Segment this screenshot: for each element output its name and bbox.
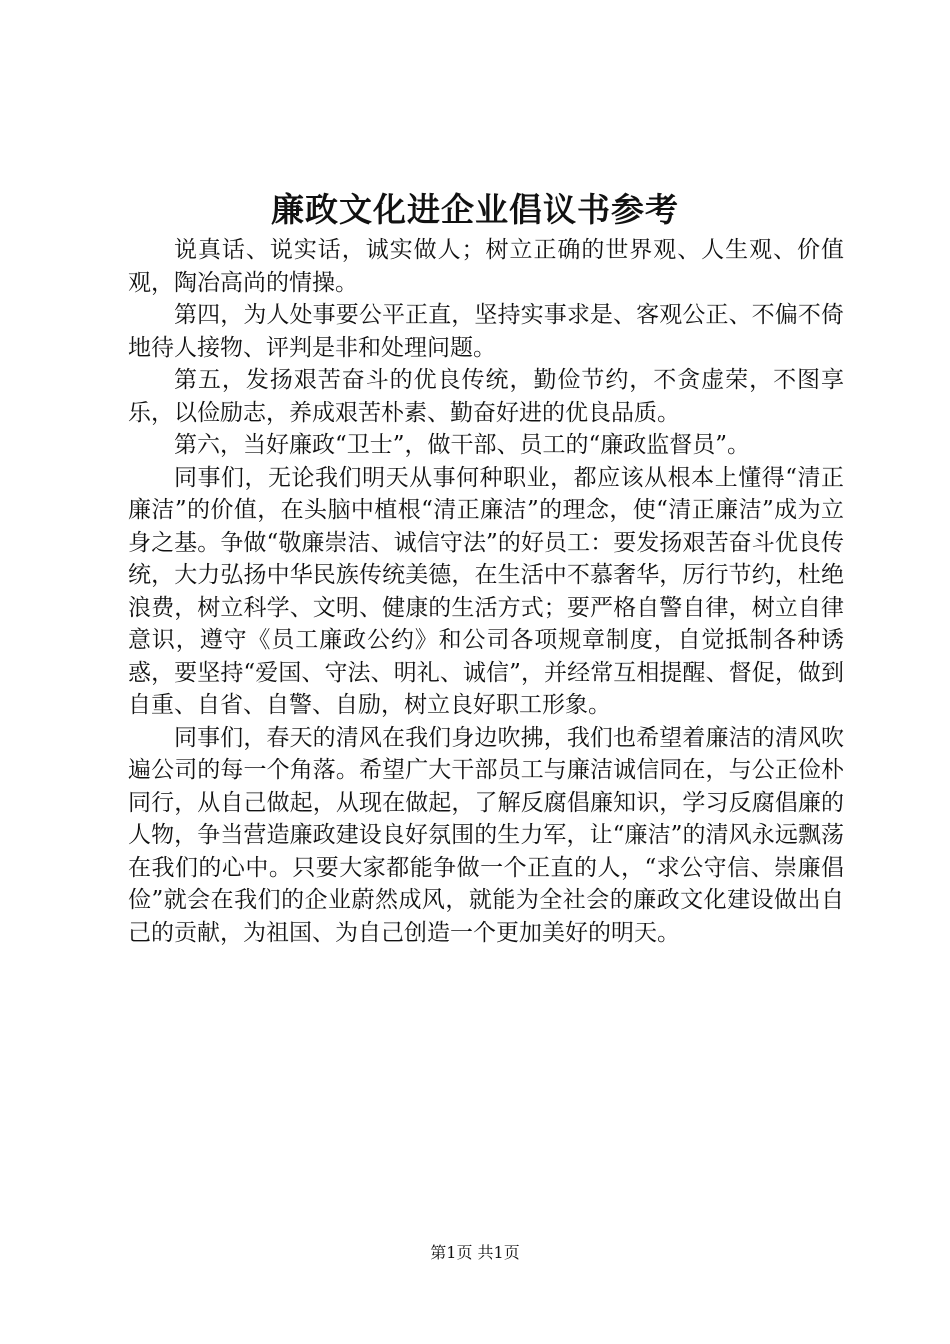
paragraph: 同事们，春天的清风在我们身边吹拂，我们也希望着廉洁的清风吹遍公司的每一个角落。希望广大干部员工与廉洁诚信同在，与公正俭朴同行，从自己做起，从现在做起，了解反腐倡廉知识，学习反腐倡廉的人物，争当营造廉政建设良好氛围的生力军，让“廉洁”的清风永远飘荡在我们的心中。只要大家都能争做一个正直的人，“求公守信、崇廉倡俭”就会在我们的企业蔚然成风，就能为全社会的廉政文化建设做出自己的贡献，为祖国、为自己创造一个更加美好的明天。 xyxy=(128,724,844,946)
paragraph: 第六，当好廉政“卫士”，做干部、员工的“廉政监督员”。 xyxy=(174,432,751,458)
paragraph: 第四，为人处事要公平正直，坚持实事求是、客观公正、不偏不倚地待人接物、评判是非和处理问题。 xyxy=(128,302,844,361)
document-body xyxy=(128,234,844,949)
paragraph: 第五，发扬艰苦奋斗的优良传统，勤俭节约，不贪虚荣，不图享乐，以俭励志，养成艰苦朴素、勤奋好进的优良品质。 xyxy=(128,367,844,426)
paragraph: 同事们，无论我们明天从事何种职业，都应该从根本上懂得“清正廉洁”的价值，在头脑中植根“清正廉洁”的理念，使“清正廉洁”成为立身之基。争做“敬廉崇洁、诚信守法”的好员工：要发扬艰苦奋斗优良传统，大力弘扬中华民族传统美德，在生活中不慕奢华，厉行节约，杜绝浪费，树立科学、文明、健康的生活方式；要严格自警自律，树立自律意识，遵守《员工廉政公约》和公司各项规章制度，自觉抵制各种诱惑，要坚持“爱国、守法、明礼、诚信”，并经常互相提醒、督促，做到自重、自省、自警、自励，树立良好职工形象。 xyxy=(128,464,844,718)
page-title: 廉政文化进企业倡议书参考 xyxy=(271,190,679,229)
page-number-footer: 第1页 共1页 xyxy=(430,1243,520,1262)
paragraph: 说真话、说实话，诚实做人；树立正确的世界观、人生观、价值观，陶冶高尚的情操。 xyxy=(128,237,844,296)
